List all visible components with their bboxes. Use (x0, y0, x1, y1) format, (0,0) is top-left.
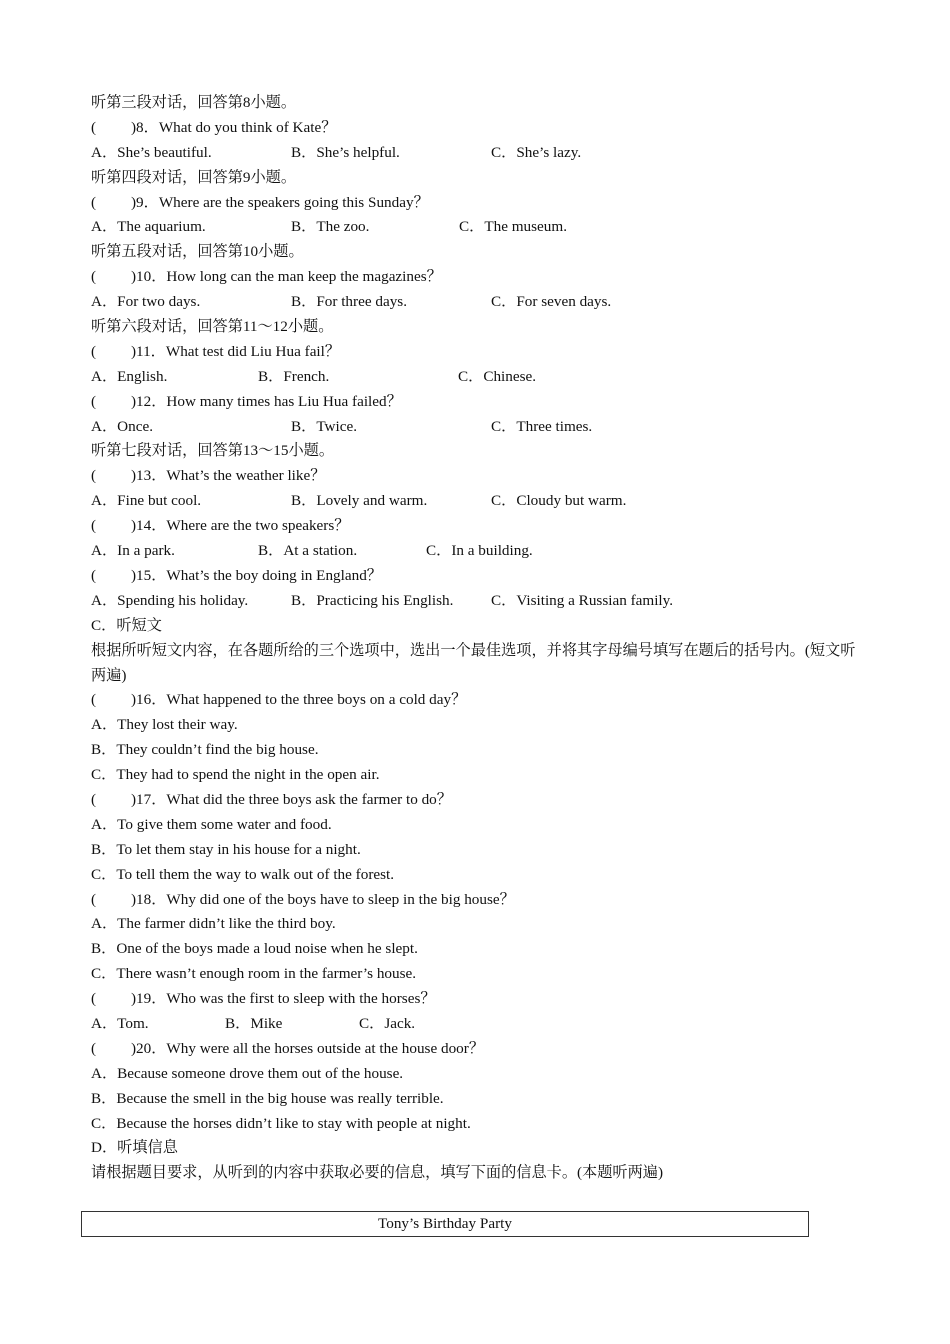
instruction-paragraph: 请根据题目要求，从听到的内容中获取必要的信息，填写下面的信息卡。(本题听两遍) (91, 1164, 664, 1182)
question-text: )18．Why did one of the boys have to sleep in the big house？ (131, 890, 515, 908)
section-heading: 听第四段对话，回答第9小题。 (91, 168, 297, 186)
answer-options-row (91, 539, 861, 564)
answer-option: A．For two days. (91, 293, 201, 311)
answer-option: C．Chinese. (458, 367, 537, 385)
answer-blank: ( (91, 1039, 97, 1057)
answer-options-row (91, 415, 861, 440)
question (91, 464, 861, 489)
answer-options-row (91, 215, 861, 240)
question (91, 514, 861, 539)
question (91, 116, 861, 141)
answer-blank: ( (91, 118, 97, 136)
answer-options-row (91, 141, 861, 166)
section-heading: 听第五段对话，回答第10小题。 (91, 243, 304, 261)
answer-blank: ( (91, 517, 97, 535)
section-heading: D．听填信息 (91, 1139, 178, 1157)
question (91, 788, 861, 813)
answer-option: A．They lost their way. (91, 716, 238, 734)
question (91, 340, 861, 365)
question-text: )8．What do you think of Kate？ (131, 118, 337, 136)
answer-blank: ( (91, 990, 97, 1008)
answer-option: B．One of the boys made a loud noise when he slept. (91, 940, 418, 958)
answer-option: A．The farmer didn’t like the third boy. (91, 915, 336, 933)
answer-blank: ( (91, 566, 97, 584)
section-heading: 听第六段对话，回答第11～12小题。 (91, 318, 334, 336)
answer-blank: ( (91, 342, 97, 360)
answer-options-row (91, 365, 861, 390)
answer-options-row (91, 1012, 861, 1037)
answer-option: B．Mike (225, 1014, 283, 1032)
answer-blank: ( (91, 193, 97, 211)
info-card-title: Tony’s Birthday Party (378, 1215, 512, 1232)
answer-option: A．To give them some water and food. (91, 815, 332, 833)
question-text: )15．What’s the boy doing in England？ (131, 566, 382, 584)
question-text: )12．How many times has Liu Hua failed？ (131, 392, 402, 410)
answer-option: A．The aquarium. (91, 218, 206, 236)
section-heading: 听第七段对话，回答第13～15小题。 (91, 442, 334, 460)
answer-blank: ( (91, 268, 97, 286)
question-text: )20．Why were all the horses outside at the house door？ (131, 1039, 485, 1057)
answer-option: A．Because someone drove them out of the house. (91, 1064, 404, 1082)
answer-options-row (91, 589, 861, 614)
answer-option: C．Three times. (491, 417, 593, 435)
answer-option: A．Fine but cool. (91, 492, 202, 510)
answer-option: A．English. (91, 367, 168, 385)
answer-option: C．Because the horses didn’t like to stay with people at night. (91, 1114, 471, 1132)
answer-option: A．Tom. (91, 1014, 149, 1032)
question (91, 1037, 861, 1062)
section-heading: C．听短文 (91, 616, 162, 634)
answer-option: A．She’s beautiful. (91, 143, 212, 161)
answer-option: B．The zoo. (291, 218, 370, 236)
answer-option: C．She’s lazy. (491, 143, 582, 161)
answer-option: C．They had to spend the night in the open air. (91, 766, 380, 784)
answer-option: B．For three days. (291, 293, 407, 311)
answer-option: B．To let them stay in his house for a night. (91, 840, 361, 858)
answer-blank: ( (91, 691, 97, 709)
question-text: )17．What did the three boys ask the farmer to do？ (131, 790, 452, 808)
answer-option: B．Twice. (291, 417, 357, 435)
answer-option: A．Spending his holiday. (91, 591, 249, 609)
answer-option: B．Because the smell in the big house was really terrible. (91, 1089, 444, 1107)
answer-option: B．She’s helpful. (291, 143, 400, 161)
question (91, 191, 861, 216)
answer-option: B．They couldn’t find the big house. (91, 741, 319, 759)
answer-option: B．Lovely and warm. (291, 492, 428, 510)
answer-option: B．French. (258, 367, 330, 385)
answer-blank: ( (91, 790, 97, 808)
question (91, 987, 861, 1012)
answer-option: B．At a station. (258, 542, 358, 560)
question-text: )16．What happened to the three boys on a cold day？ (131, 691, 467, 709)
answer-option: C．The museum. (459, 218, 567, 236)
question-text: )10．How long can the man keep the magazines？ (131, 268, 442, 286)
info-card (81, 1211, 809, 1237)
question-text: )9．Where are the speakers going this Sunday？ (131, 193, 429, 211)
answer-option: A．In a park. (91, 542, 175, 560)
answer-option: C．Cloudy but warm. (491, 492, 627, 510)
answer-options-row (91, 290, 861, 315)
section-heading: 听第三段对话，回答第8小题。 (91, 94, 297, 111)
question (91, 265, 861, 290)
answer-option: C．For seven days. (491, 293, 612, 311)
question-text: )11．What test did Liu Hua fail？ (131, 342, 341, 360)
answer-option: C．Jack. (359, 1014, 416, 1032)
answer-option: C．There wasn’t enough room in the farmer’s house. (91, 965, 417, 983)
answer-blank: ( (91, 890, 97, 908)
question (91, 888, 861, 913)
answer-option: A．Once. (91, 417, 153, 435)
answer-blank: ( (91, 392, 97, 410)
question-text: )14．Where are the two speakers？ (131, 517, 350, 535)
question-text: )19．Who was the first to sleep with the horses？ (131, 990, 436, 1008)
instruction-paragraph: 根据所听短文内容，在各题所给的三个选项中，选出一个最佳选项，并将其字母编号填写在题后的括号内。(短文听两遍) (91, 641, 856, 684)
answer-blank: ( (91, 467, 97, 485)
answer-option: C．In a building. (426, 542, 533, 560)
question (91, 564, 861, 589)
question (91, 390, 861, 415)
answer-options-row (91, 489, 861, 514)
question-text: )13．What’s the weather like？ (131, 467, 326, 485)
answer-option: C．Visiting a Russian family. (491, 591, 674, 609)
answer-option: C．To tell them the way to walk out of the forest. (91, 865, 395, 883)
answer-option: B．Practicing his English. (291, 591, 454, 609)
question (91, 688, 861, 713)
document-body (91, 91, 861, 1186)
